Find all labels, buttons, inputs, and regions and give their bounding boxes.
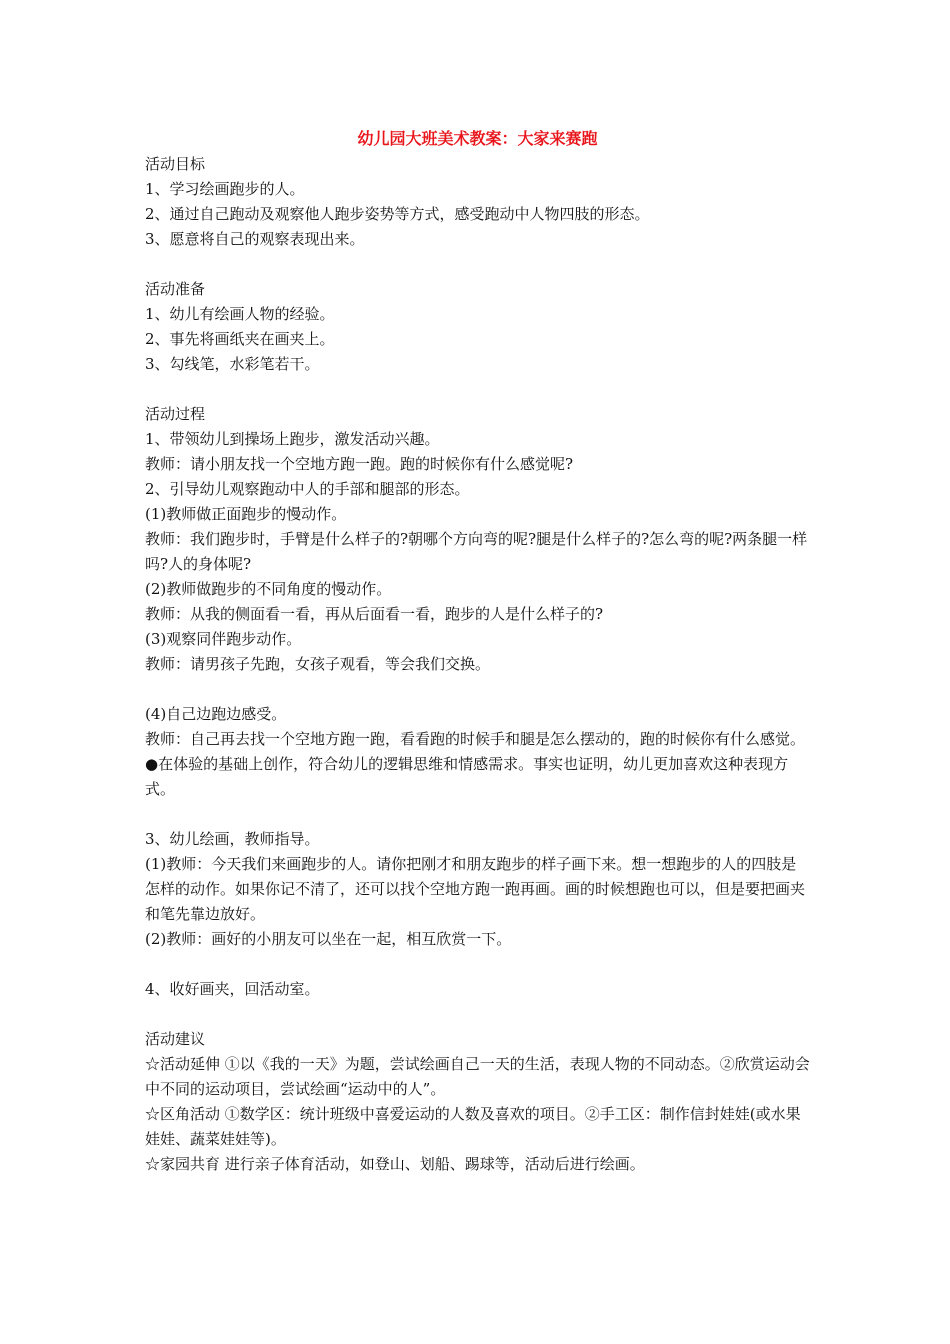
- text-line: 教师：请男孩子先跑，女孩子观看，等会我们交换。: [145, 655, 491, 673]
- text-line: 活动建议: [145, 1030, 206, 1048]
- text-line: 3、幼儿绘画，教师指导。: [145, 830, 320, 848]
- document-body: [145, 152, 810, 1177]
- text-line: 活动准备: [145, 280, 206, 298]
- text-line: ●在体验的基础上创作，符合幼儿的逻辑思维和情感需求。事实也证明，幼儿更加喜欢这种表现方式。: [145, 755, 789, 798]
- text-line: ☆活动延伸 ①以《我的一天》为题，尝试绘画自己一天的生活，表现人物的不同动态。②欣赏运动会中不同的运动项目，尝试绘画“运动中的人”。: [145, 1055, 810, 1098]
- text-line: 1、幼儿有绘画人物的经验。: [145, 305, 335, 323]
- text-line: 3、愿意将自己的观察表现出来。: [145, 230, 365, 248]
- document-page: [145, 126, 810, 1177]
- text-line: (4)自己边跑边感受。: [145, 705, 287, 723]
- text-line: 1、带领幼儿到操场上跑步，激发活动兴趣。: [145, 430, 440, 448]
- text-line: ☆区角活动 ①数学区：统计班级中喜爱运动的人数及喜欢的项目。②手工区：制作信封娃娃(或水果娃娃、蔬菜娃娃等)。: [145, 1105, 801, 1148]
- blank-line: [145, 377, 810, 402]
- text-line: 4、收好画夹，回活动室。: [145, 980, 320, 998]
- document-title: 幼儿园大班美术教案：大家来赛跑: [357, 129, 598, 148]
- text-line: 2、引导幼儿观察跑动中人的手部和腿部的形态。: [145, 480, 470, 498]
- text-line: 活动过程: [145, 405, 206, 423]
- blank-line: [145, 802, 810, 827]
- text-line: (3)观察同伴跑步动作。: [145, 630, 302, 648]
- text-line: 3、勾线笔，水彩笔若干。: [145, 355, 320, 373]
- text-line: 1、学习绘画跑步的人。: [145, 180, 305, 198]
- text-line: 教师：请小朋友找一个空地方跑一跑。跑的时候你有什么感觉呢?: [145, 455, 574, 473]
- text-line: ☆家园共育 进行亲子体育活动，如登山、划船、踢球等，活动后进行绘画。: [145, 1155, 645, 1173]
- text-line: (1)教师做正面跑步的慢动作。: [145, 505, 347, 523]
- text-line: (1)教师：今天我们来画跑步的人。请你把刚才和朋友跑步的样子画下来。想一想跑步的人的四肢是怎样的动作。如果你记不清了，还可以找个空地方跑一跑再画。画的时候想跑也可以，但是要把画夹和笔先靠边放好。: [145, 855, 806, 923]
- text-line: 教师：从我的侧面看一看，再从后面看一看，跑步的人是什么样子的?: [145, 605, 604, 623]
- text-line: 2、事先将画纸夹在画夹上。: [145, 330, 335, 348]
- text-line: 活动目标: [145, 155, 206, 173]
- text-line: (2)教师做跑步的不同角度的慢动作。: [145, 580, 392, 598]
- blank-line: [145, 677, 810, 702]
- blank-line: [145, 252, 810, 277]
- text-line: 2、通过自己跑动及观察他人跑步姿势等方式，感受跑动中人物四肢的形态。: [145, 205, 650, 223]
- text-line: 教师：自己再去找一个空地方跑一跑，看看跑的时候手和腿是怎么摆动的，跑的时候你有什么感觉。: [145, 730, 806, 748]
- blank-line: [145, 1002, 810, 1027]
- text-line: 教师：我们跑步时，手臂是什么样子的?朝哪个方向弯的呢?腿是什么样子的?怎么弯的呢?两条腿一样吗?人的身体呢?: [145, 530, 808, 573]
- blank-line: [145, 952, 810, 977]
- text-line: (2)教师：画好的小朋友可以坐在一起，相互欣赏一下。: [145, 930, 512, 948]
